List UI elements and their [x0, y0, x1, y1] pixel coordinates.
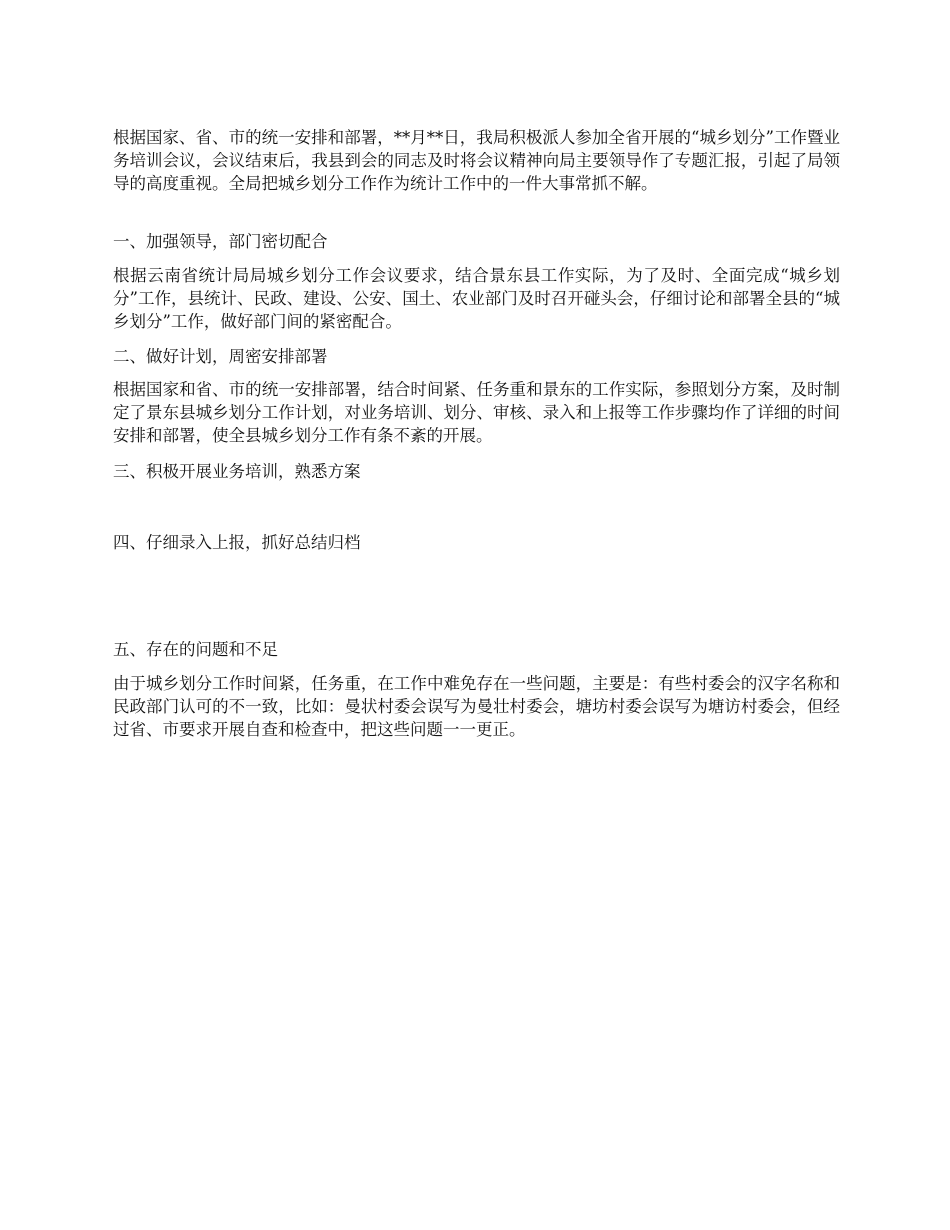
section-2-heading: 二、做好计划，周密安排部署	[113, 347, 328, 366]
section-5-paragraph: 由于城乡划分工作时间紧，任务重，在工作中难免存在一些问题，主要是：有些村委会的汉字名称和民政部门认可的不一致，比如：曼状村委会误写为曼壮村委会，塘坊村委会误写为塘访村委会，但经过省、市要求开展自查和检查中，把这些问题一一更正。	[113, 674, 840, 739]
section-1-paragraph: 根据云南省统计局局城乡划分工作会议要求，结合景东县工作实际，为了及时、全面完成“城乡划分”工作，县统计、民政、建设、公安、国土、农业部门及时召开碰头会，仔细讨论和部署全县的“城乡划分”工作，做好部门间的紧密配合。	[113, 266, 840, 331]
section-1-heading: 一、加强领导，部门密切配合	[113, 232, 328, 251]
section-3-heading: 三、积极开展业务培训，熟悉方案	[113, 462, 361, 481]
section-2-paragraph: 根据国家和省、市的统一安排部署，结合时间紧、任务重和景东的工作实际，参照划分方案，及时制定了景东县城乡划分工作计划，对业务培训、划分、审核、录入和上报等工作步骤均作了详细的时间安排和部署，使全县城乡划分工作有条不紊的开展。	[113, 380, 840, 445]
section-5-heading: 五、存在的问题和不足	[113, 640, 278, 659]
section-4-heading: 四、仔细录入上报，抓好总结归档	[113, 533, 361, 552]
intro-paragraph: 根据国家、省、市的统一安排和部署，**月**日，我局积极派人参加全省开展的“城乡划分”工作暨业务培训会议，会议结束后，我县到会的同志及时将会议精神向局主要领导作了专题汇报，引起了局领导的高度重视。全局把城乡划分工作作为统计工作中的一件大事常抓不解。	[113, 128, 840, 193]
